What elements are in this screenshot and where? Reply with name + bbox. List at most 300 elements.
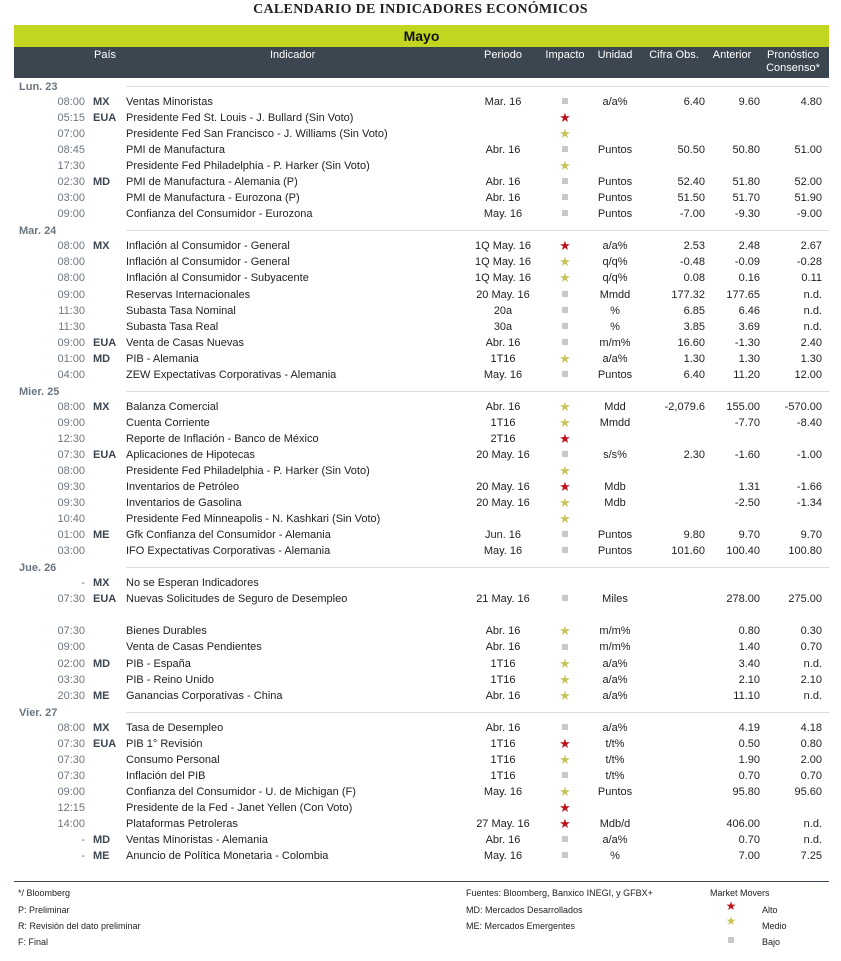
row-indicator: Confianza del Consumidor - U. de Michigan (F) (126, 785, 356, 798)
legend-medium-label: Medio (762, 921, 787, 931)
row-indicator: Inflación al Consumidor - General (126, 240, 290, 253)
row-country: MD (93, 833, 111, 846)
day-divider (126, 391, 829, 392)
low-impact-square-icon (562, 307, 568, 313)
row-time: 07:30 (57, 593, 85, 606)
table-row (14, 206, 829, 222)
row-forecast: 0.70 (800, 641, 822, 654)
row-forecast: -1.66 (796, 481, 822, 494)
row-indicator: Anuncio de Política Monetaria - Colombia (126, 850, 329, 863)
row-forecast: 4.18 (800, 721, 822, 734)
row-time: 09:30 (57, 497, 85, 510)
row-observed: 101.60 (671, 545, 705, 558)
row-country: EUA (93, 737, 117, 750)
medium-impact-star-icon: ★ (559, 462, 571, 478)
row-time: 05:15 (57, 112, 85, 125)
row-country: MD (93, 176, 111, 189)
row-previous: 0.80 (738, 625, 760, 638)
row-time: 14:00 (57, 817, 85, 830)
low-impact-square-icon (562, 178, 568, 184)
row-time: 12:15 (57, 801, 85, 814)
row-impact (549, 142, 581, 158)
row-unit: a/a% (602, 657, 628, 670)
row-country: MX (93, 96, 110, 108)
row-previous: 11.20 (733, 368, 760, 381)
row-period: 20 May. 16 (476, 481, 530, 494)
row-impact (549, 623, 581, 640)
row-impact (549, 832, 581, 848)
row-unit: t/t% (605, 769, 625, 782)
row-forecast: n.d. (803, 288, 822, 301)
row-period: Abr. 16 (485, 833, 521, 846)
row-previous: 9.70 (738, 529, 760, 542)
row-impact (549, 463, 581, 480)
low-impact-square-icon (562, 531, 568, 537)
row-indicator: Confianza del Consumidor - Eurozona (126, 208, 313, 221)
row-impact (549, 126, 581, 143)
row-indicator: Gfk Confianza del Consumidor - Alemania (126, 529, 331, 542)
day-header (14, 559, 829, 575)
row-observed: 3.85 (683, 320, 705, 333)
row-period: 20 May. 16 (476, 497, 530, 510)
row-period: Mar. 16 (484, 96, 522, 108)
row-time: 03:30 (57, 673, 85, 686)
row-previous: -9.30 (734, 208, 760, 221)
row-period: Jun. 16 (484, 529, 522, 542)
footnote-bloomberg: */ Bloomberg (18, 888, 71, 898)
table-row (14, 174, 829, 190)
row-previous: -1.30 (734, 336, 760, 349)
row-forecast: 95.60 (794, 785, 822, 798)
row-previous: 0.70 (738, 769, 760, 782)
medium-impact-star-icon: ★ (559, 751, 571, 767)
table-row (14, 848, 829, 864)
medium-impact-star-icon: ★ (559, 783, 571, 799)
row-indicator: Presidente Fed Philadelphia - P. Harker (Sin Voto) (126, 160, 370, 173)
high-impact-star-icon: ★ (559, 815, 571, 831)
row-impact (549, 190, 581, 206)
row-period: May. 16 (483, 545, 523, 558)
row-observed: 0.08 (683, 272, 705, 285)
row-time: 09:00 (57, 336, 85, 349)
row-country: ME (93, 689, 110, 702)
row-period: Abr. 16 (485, 625, 521, 638)
day-divider (126, 567, 829, 568)
row-indicator: PIB - España (126, 657, 191, 670)
row-previous: 0.70 (738, 833, 760, 846)
row-time: 04:00 (57, 368, 85, 381)
table-row (14, 351, 829, 367)
row-country: MD (93, 657, 111, 670)
row-impact (549, 511, 581, 528)
table-row (14, 431, 829, 447)
row-forecast: 100.80 (788, 545, 822, 558)
row-previous: 51.80 (732, 176, 760, 189)
table-row (14, 575, 829, 591)
table-row (14, 463, 829, 479)
row-forecast: -0.28 (796, 256, 822, 269)
row-period: May. 16 (483, 785, 523, 798)
row-time: 07:30 (57, 625, 85, 638)
row-impact (549, 447, 581, 463)
row-previous: 4.19 (738, 721, 760, 734)
row-time: 08:00 (57, 272, 85, 285)
table-row (14, 367, 829, 383)
row-country: MX (93, 240, 110, 253)
high-impact-star-icon: ★ (559, 430, 571, 446)
row-period: Abr. 16 (485, 721, 521, 734)
row-indicator: No se Esperan Indicadores (126, 577, 259, 590)
row-indicator: PMI de Manufactura - Alemania (P) (126, 176, 298, 189)
row-unit: q/q% (602, 256, 628, 269)
row-impact (549, 656, 581, 673)
row-unit: a/a% (602, 240, 628, 253)
table-row (14, 254, 829, 270)
row-impact (549, 848, 581, 864)
row-time: 02:30 (57, 176, 85, 189)
row-unit: s/s% (603, 448, 627, 461)
row-time: 10:40 (57, 513, 85, 526)
high-impact-star-icon: ★ (559, 799, 571, 815)
day-header (14, 222, 829, 238)
row-forecast: n.d. (803, 320, 822, 333)
row-observed: 6.40 (683, 368, 705, 381)
row-period: May. 16 (483, 368, 523, 381)
footer-md: MD: Mercados Desarrollados (466, 905, 583, 915)
row-impact (549, 303, 581, 319)
row-impact (549, 415, 581, 432)
table-row (14, 190, 829, 206)
row-time: - (81, 833, 85, 846)
day-divider (126, 86, 829, 87)
row-period: 20 May. 16 (476, 288, 530, 301)
row-indicator: Bienes Durables (126, 625, 207, 638)
medium-impact-star-icon: ★ (559, 655, 571, 671)
row-indicator: Ventas Minoristas (126, 96, 213, 108)
low-impact-square-icon (562, 772, 568, 778)
row-indicator: Inflación al Consumidor - Subyacente (126, 272, 309, 285)
month-bar: Mayo (14, 25, 829, 47)
row-previous: 1.90 (738, 753, 760, 766)
row-forecast: 9.70 (800, 529, 822, 542)
row-impact (549, 254, 581, 271)
table-row (14, 303, 829, 319)
footer-me: ME: Mercados Emergentes (466, 921, 576, 931)
row-unit: Puntos (597, 208, 633, 221)
medium-impact-star-icon: ★ (559, 398, 571, 414)
row-period: 2T16 (490, 432, 516, 445)
row-impact (549, 174, 581, 190)
table-row (14, 672, 829, 688)
row-forecast: 2.40 (800, 336, 822, 349)
row-previous: 6.46 (738, 304, 760, 317)
row-unit: Mmdd (599, 288, 631, 301)
row-unit: Mdb (604, 497, 626, 510)
row-country: MD (93, 352, 111, 365)
medium-impact-star-icon: ★ (559, 158, 571, 174)
header-impacto: Impacto (545, 49, 585, 61)
day-header (14, 383, 829, 399)
low-impact-square-icon (562, 595, 568, 601)
row-indicator: Subasta Tasa Real (126, 320, 219, 333)
row-previous: 0.50 (738, 737, 760, 750)
low-impact-square-icon (562, 644, 568, 650)
row-forecast: 51.90 (794, 192, 822, 205)
row-impact (549, 736, 581, 753)
row-time: - (81, 850, 85, 863)
row-period: 1T16 (490, 737, 516, 750)
row-period: Abr. 16 (485, 641, 521, 654)
row-previous: 1.30 (738, 352, 760, 365)
row-time: - (81, 577, 85, 590)
day-label: Lun. 23 (19, 81, 58, 93)
row-observed: -7.00 (679, 208, 705, 221)
row-forecast: n.d. (803, 657, 822, 670)
row-time: 09:00 (57, 416, 85, 429)
table-row (14, 126, 829, 142)
row-impact (549, 351, 581, 368)
row-impact (549, 543, 581, 559)
row-indicator: PIB 1° Revisión (126, 737, 203, 750)
table-row (14, 110, 829, 126)
header-cifra: Cifra Obs. (649, 49, 699, 61)
row-country: MX (93, 400, 110, 413)
table-row (14, 768, 829, 784)
header-pronostico (760, 49, 826, 75)
row-country: MX (93, 721, 110, 734)
row-indicator: Subasta Tasa Nominal (126, 304, 236, 317)
row-previous: 278.00 (726, 593, 760, 606)
row-time: 01:00 (57, 352, 85, 365)
row-time: 08:45 (57, 144, 85, 157)
low-impact-square-icon (562, 451, 568, 457)
low-impact-square-icon (562, 194, 568, 200)
row-impact (549, 335, 581, 351)
row-previous: -7.70 (734, 416, 760, 429)
day-label: Mier. 25 (19, 385, 60, 398)
high-impact-star-icon: ★ (559, 735, 571, 751)
row-time: 17:30 (57, 160, 85, 173)
row-impact (549, 431, 581, 448)
row-forecast: 2.10 (800, 673, 822, 686)
row-period: Abr. 16 (485, 336, 521, 349)
table-row (14, 800, 829, 816)
row-time: 01:00 (57, 529, 85, 542)
row-forecast: n.d. (803, 689, 822, 702)
high-impact-star-icon: ★ (559, 110, 571, 126)
table-row (14, 415, 829, 431)
row-time: 07:30 (57, 769, 85, 782)
footnote-preliminar: P: Preliminar (18, 905, 70, 915)
row-impact (549, 270, 581, 287)
footnote-final: F: Final (18, 937, 49, 947)
row-time: 11:30 (58, 304, 85, 317)
row-previous: 9.60 (738, 96, 760, 108)
row-previous: 177.65 (726, 288, 760, 301)
row-forecast: -9.00 (796, 208, 822, 221)
calendar-table (14, 78, 829, 864)
row-time: 11:30 (58, 320, 85, 333)
row-indicator: Nuevas Solicitudes de Seguro de Desempleo (126, 593, 348, 606)
table-row (14, 752, 829, 768)
row-indicator: Presidente Fed Philadelphia - P. Harker (Sin Voto) (126, 464, 370, 477)
row-time: 07:00 (57, 128, 85, 141)
row-period: 20 May. 16 (476, 448, 530, 461)
row-forecast: 7.25 (800, 850, 822, 863)
row-country: EUA (93, 112, 117, 125)
row-period: 27 May. 16 (476, 817, 530, 830)
row-forecast: 51.00 (794, 144, 822, 157)
row-forecast: 52.00 (794, 176, 822, 189)
row-time: 08:00 (57, 256, 85, 269)
row-period: 1T16 (490, 657, 516, 670)
row-observed: 16.60 (677, 336, 705, 349)
table-row (14, 142, 829, 158)
row-unit: Puntos (597, 785, 633, 798)
row-time: 09:00 (57, 785, 85, 798)
row-indicator: IFO Expectativas Corporativas - Alemania (126, 545, 331, 558)
row-period: Abr. 16 (485, 192, 521, 205)
row-time: 09:00 (57, 641, 85, 654)
row-previous: 3.69 (738, 320, 760, 333)
row-forecast: 275.00 (788, 593, 822, 606)
row-indicator: Tasa de Desempleo (126, 721, 224, 734)
row-observed: 1.30 (683, 352, 705, 365)
row-impact (549, 752, 581, 769)
row-impact (549, 158, 581, 175)
row-period: 1T16 (490, 416, 516, 429)
row-forecast: 0.80 (800, 737, 822, 750)
row-time: 09:00 (57, 288, 85, 301)
row-forecast: -1.34 (796, 497, 822, 510)
row-observed: 2.30 (683, 448, 705, 461)
medium-impact-star-icon: ★ (559, 511, 571, 527)
row-unit: a/a% (602, 352, 628, 365)
row-previous: -2.50 (734, 497, 760, 510)
row-time: 08:00 (57, 464, 85, 477)
row-unit: Mdd (604, 400, 626, 413)
medium-impact-star-icon: ★ (559, 623, 571, 639)
row-unit: % (610, 320, 620, 333)
row-forecast: 2.67 (800, 240, 822, 253)
row-period: Abr. 16 (485, 176, 521, 189)
low-impact-square-icon (562, 146, 568, 152)
row-time: 07:30 (57, 737, 85, 750)
row-forecast: n.d. (803, 817, 822, 830)
table-row (14, 399, 829, 415)
row-impact (549, 319, 581, 335)
footer-divider (14, 881, 829, 882)
low-impact-square-icon (562, 724, 568, 730)
row-forecast: n.d. (803, 304, 822, 317)
row-unit: Puntos (597, 545, 633, 558)
row-unit: t/t% (605, 753, 625, 766)
row-time: 02:00 (57, 657, 85, 670)
row-indicator: Aplicaciones de Hipotecas (126, 448, 256, 461)
row-previous: 1.40 (738, 641, 760, 654)
row-unit: a/a% (602, 721, 628, 734)
row-impact (549, 206, 581, 222)
row-country: ME (93, 529, 110, 542)
row-time: 08:00 (57, 240, 85, 253)
row-time: 07:30 (57, 753, 85, 766)
row-time: 09:30 (57, 481, 85, 494)
header-pronostico-line2: Consenso* (766, 62, 820, 74)
row-country: EUA (93, 336, 117, 349)
row-forecast: -8.40 (796, 416, 822, 429)
row-impact (549, 94, 581, 110)
table-row (14, 656, 829, 672)
row-previous: -1.60 (734, 448, 760, 461)
row-period: 1Q May. 16 (474, 240, 532, 253)
medium-impact-star-icon: ★ (559, 350, 571, 366)
row-observed: 6.85 (683, 304, 705, 317)
row-previous: 7.00 (738, 850, 760, 863)
legend-medium-star-icon: ★ (725, 914, 737, 928)
row-forecast: -1.00 (796, 448, 822, 461)
row-period: 1Q May. 16 (474, 256, 532, 269)
row-time: 20:30 (57, 689, 85, 702)
row-country: EUA (93, 448, 117, 461)
row-forecast: 1.30 (800, 352, 822, 365)
table-row (14, 158, 829, 174)
high-impact-star-icon: ★ (559, 479, 571, 495)
row-impact (549, 768, 581, 784)
row-indicator: Balanza Comercial (126, 400, 219, 413)
row-previous: 1.31 (738, 481, 760, 494)
row-indicator: Plataformas Petroleras (126, 817, 238, 830)
table-row (14, 238, 829, 254)
row-time: 08:00 (57, 721, 85, 734)
row-unit: m/m% (599, 641, 631, 654)
row-indicator: Reporte de Inflación - Banco de México (126, 432, 319, 445)
row-previous: 3.40 (738, 657, 760, 670)
day-divider (126, 230, 829, 231)
row-impact (549, 784, 581, 801)
row-time: 12:30 (57, 432, 85, 445)
row-impact (549, 527, 581, 543)
table-row (14, 832, 829, 848)
table-row (14, 511, 829, 527)
row-impact (549, 479, 581, 496)
day-label: Jue. 26 (19, 562, 57, 575)
row-unit: Miles (602, 593, 628, 606)
row-previous: 155.00 (726, 400, 760, 413)
row-period: 1T16 (490, 673, 516, 686)
row-unit: Puntos (597, 529, 633, 542)
table-row (14, 543, 829, 559)
row-period: Abr. 16 (485, 689, 521, 702)
low-impact-square-icon (562, 836, 568, 842)
row-unit: q/q% (602, 272, 628, 285)
row-previous: 51.70 (732, 192, 760, 205)
table-row (14, 447, 829, 463)
medium-impact-star-icon: ★ (559, 270, 571, 286)
row-indicator: Venta de Casas Pendientes (126, 641, 262, 654)
row-country: EUA (93, 593, 117, 606)
table-row (14, 736, 829, 752)
day-label: Mar. 24 (19, 225, 57, 238)
row-period: 1T16 (490, 769, 516, 782)
row-impact (549, 495, 581, 512)
row-indicator: Presidente Fed Minneapolis - N. Kashkari (Sin Voto) (126, 513, 381, 526)
row-unit: Puntos (597, 144, 633, 157)
row-indicator: Inventarios de Petróleo (126, 481, 240, 494)
row-unit: a/a% (602, 833, 628, 846)
day-label: Vier. 27 (19, 706, 58, 719)
row-observed: 6.40 (683, 96, 705, 108)
table-row (14, 479, 829, 495)
